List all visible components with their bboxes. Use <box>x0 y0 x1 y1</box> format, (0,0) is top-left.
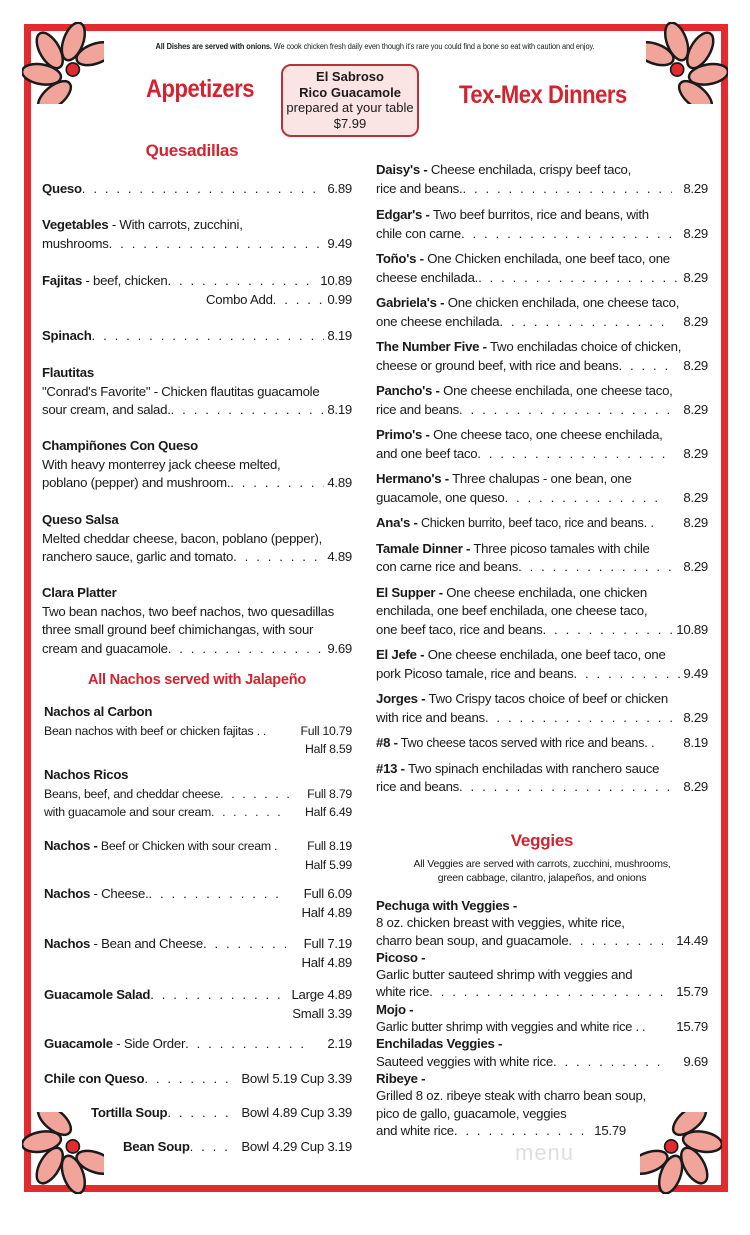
menu-text: Full 10.79 <box>300 723 352 738</box>
menu-text: 8.29 <box>683 515 708 530</box>
menu-text: 8.29 <box>683 269 708 285</box>
menu-text: Clara Platter <box>42 585 117 600</box>
menu-text: One cheese enchilada, one cheese taco, <box>439 383 673 398</box>
promo-price: $7.99 <box>333 115 367 131</box>
veggie-item <box>376 949 708 1001</box>
menu-text: Chicken burrito, beef taco, rice and beans <box>417 516 644 530</box>
menu-item-guacamole-salad <box>44 986 352 1023</box>
menu-text: 9.49 <box>683 665 708 681</box>
menu-text: 15.79 <box>676 1019 708 1035</box>
menu-text: Two spinach enchiladas with ranchero sauce <box>404 760 660 776</box>
menu-text: Beef or Chicken with sour cream . <box>97 839 278 853</box>
menu-text: 8.29 <box>683 559 708 574</box>
menu-item-champinones <box>42 437 352 493</box>
menu-item-flautitas <box>42 364 352 420</box>
menu-text: Small 3.39 <box>292 1005 352 1021</box>
dot-leader <box>273 291 325 310</box>
dot-leader <box>167 272 317 291</box>
dot-leader <box>568 932 663 949</box>
menu-text: mushrooms <box>42 235 109 251</box>
promo-line1: El Sabroso <box>316 69 384 84</box>
menu-text: Jorges - <box>376 691 426 706</box>
menu-text: Flautitas <box>42 365 94 380</box>
menu-text: 8.29 <box>683 401 708 417</box>
menu-text: Melted cheddar cheese, bacon, poblano (pepper), <box>42 530 323 546</box>
menu-text: 14.49 <box>676 932 708 948</box>
menu-text: Two beef burritos, rice and beans, with <box>429 207 649 222</box>
veggies-section <box>376 830 708 1139</box>
dot-leader <box>543 621 674 640</box>
notice-text: We cook chicken fresh daily even though it's rare you could find a bone so eat with caution and enjoy. <box>271 42 595 51</box>
dinner-item <box>376 382 708 419</box>
menu-text: Sauteed veggies with white rice <box>376 1053 553 1069</box>
menu-text: rice and beans <box>376 779 460 794</box>
dot-leader <box>485 709 672 728</box>
menu-text: "Conrad's Favorite" - Chicken flautitas guacamole <box>42 383 320 399</box>
dot-leader <box>573 665 680 684</box>
menu-text: El Jefe - <box>376 647 425 662</box>
menu-text: three small ground beef chimichangas, with sour <box>42 622 314 637</box>
dinner-item <box>376 584 708 640</box>
menu-text: guacamole, one queso <box>376 489 505 505</box>
texmex-dinners-column <box>376 161 708 804</box>
menu-text: Beans, beef, and cheddar cheese <box>44 786 221 801</box>
menu-item-nachos-carbon <box>44 703 352 759</box>
menu-text: and one beef taco <box>376 445 478 461</box>
menu-text: Bowl 4.29 Cup 3.19 <box>241 1139 352 1154</box>
menu-text: Gabriela's - <box>376 295 445 310</box>
menu-text: One chicken enchilada, one cheese taco, <box>444 295 680 310</box>
menu-text: enchilada, one beef enchilada, one cheese taco, <box>376 603 648 618</box>
dot-leader <box>220 785 290 804</box>
dinner-item <box>376 470 708 507</box>
menu-text: Nachos Ricos <box>44 767 129 782</box>
dinner-item <box>376 540 708 577</box>
dot-leader <box>454 1122 591 1139</box>
dot-leader <box>171 401 325 420</box>
menu-text: Nachos <box>44 936 91 951</box>
menu-text: 8.19 <box>327 328 352 343</box>
menu-text: Bean Soup <box>123 1139 190 1154</box>
dot-leader <box>504 489 666 508</box>
dot-leader <box>459 778 672 797</box>
menu-text: - beef, chicken <box>82 273 168 288</box>
menu-item-nachos-ricos <box>44 766 352 822</box>
dinner-item <box>376 338 708 375</box>
dinner-item: Ana's - Chicken burrito, beef taco, rice and beans . . 8.29 <box>376 514 708 533</box>
menu-text: Bowl 4.89 Cup 3.39 <box>241 1105 352 1120</box>
menu-text: Half 4.89 <box>301 904 352 920</box>
menu-text: #13 - <box>376 760 405 776</box>
menu-text: Tortilla Soup <box>91 1105 168 1120</box>
menu-text: 8.29 <box>683 225 708 241</box>
menu-item-vegetables <box>42 216 352 253</box>
menu-text: Guacamole <box>44 1036 113 1051</box>
veggie-item <box>376 1035 708 1070</box>
menu-text: 8.19 <box>683 735 708 750</box>
menu-text: Large 4.89 <box>291 987 352 1002</box>
menu-text: Nachos <box>44 886 91 901</box>
dot-leader <box>168 640 325 659</box>
dot-leader <box>477 445 670 464</box>
menu-text: Two cheese tacos served with rice and beans <box>397 736 645 750</box>
menu-item-guacamole-side <box>44 1035 352 1054</box>
menu-text: Half 4.89 <box>301 954 352 970</box>
menu-text: Ana's - <box>376 515 418 530</box>
dot-leader <box>144 1070 232 1089</box>
menu-text: pico de gallo, guacamole, veggies <box>376 1105 567 1121</box>
menu-item-nachos-beef <box>44 837 352 874</box>
menu-text: rice and beans. <box>376 180 463 196</box>
dinner-item <box>376 206 708 243</box>
menu-item-chile-con-queso <box>44 1070 352 1089</box>
menu-text: 10.89 <box>320 273 352 288</box>
dot-leader <box>190 1138 233 1157</box>
veggies-note-1: All Veggies are served with carrots, zucchini, mushrooms, <box>413 858 671 870</box>
dinner-item <box>376 646 708 683</box>
dot-leader <box>148 885 286 904</box>
menu-text: Full 8.19 <box>307 839 352 853</box>
menu-text: - Bean and Cheese <box>90 936 203 951</box>
menu-text: 8.19 <box>327 402 352 417</box>
menu-text: 8.29 <box>683 709 708 725</box>
menu-text: 10.89 <box>676 621 708 637</box>
menu-item-nachos-bean-cheese <box>44 935 352 972</box>
menu-text: chile con carne <box>376 225 461 241</box>
menu-text: sour cream, and salad. <box>42 402 171 417</box>
menu-text: - Side Order <box>112 1036 186 1051</box>
veggie-item <box>376 1001 708 1036</box>
menu-text: cream and guacamole <box>42 640 168 656</box>
dot-leader <box>499 313 672 332</box>
menu-text: Two bean nachos, two beef nachos, two quesadillas <box>42 603 334 619</box>
menu-text: Full 7.19 <box>303 936 352 951</box>
menu-text: With heavy monterrey jack cheese melted, <box>42 456 281 472</box>
menu-text: 0.99 <box>327 291 352 307</box>
menu-text: Nachos - <box>44 838 98 853</box>
dot-leader <box>478 269 680 288</box>
dot-leader <box>461 225 672 244</box>
menu-text: Spinach <box>42 328 92 343</box>
menu-item-tortilla-soup <box>91 1104 352 1123</box>
menu-text: Edgar's - <box>376 207 430 222</box>
menu-text: poblano (pepper) and mushroom. <box>42 475 231 490</box>
menu-text: 4.89 <box>327 549 352 564</box>
menu-text: Mojo - <box>376 1001 414 1017</box>
menu-text: El Supper - <box>376 584 443 600</box>
veggie-item <box>376 897 708 949</box>
dot-leader <box>211 803 288 822</box>
menu-text: One cheese enchilada, one beef taco, one <box>424 647 666 662</box>
menu-text: 8.29 <box>683 489 708 505</box>
veggies-note-2: green cabbage, cilantro, jalapeños, and onions <box>437 872 647 884</box>
notice-bold: All Dishes are served with onions. <box>155 42 272 51</box>
dinner-item <box>376 161 708 198</box>
menu-text: 15.79 <box>594 1122 626 1138</box>
menu-text: with rice and beans <box>376 709 485 725</box>
menu-text: Hermano's - <box>376 471 449 486</box>
menu-text: Enchiladas Veggies - <box>376 1036 503 1052</box>
menu-text: cheese enchilada. <box>376 269 479 285</box>
dot-leader <box>167 1104 232 1123</box>
dot-leader <box>109 235 325 254</box>
menu-text: Half 8.59 <box>305 742 352 756</box>
menu-text: Champiñones Con Queso <box>42 438 198 453</box>
menu-text: Cheese enchilada, crispy beef taco, <box>427 162 632 177</box>
menu-text: Pechuga with Veggies - <box>376 898 518 913</box>
menu-text: 2.19 <box>327 1036 352 1051</box>
menu-text: 9.69 <box>327 640 352 656</box>
menu-text: 9.69 <box>683 1053 708 1069</box>
dinner-item <box>376 294 708 331</box>
dot-leader <box>518 558 672 577</box>
menu-text: 9.49 <box>327 235 352 251</box>
dinner-item <box>376 760 708 797</box>
menu-text: Two enchiladas choice of chicken, <box>486 339 682 354</box>
dot-leader <box>203 935 287 954</box>
quesadillas-heading: Quesadillas <box>145 141 239 160</box>
flower-ornament-icon <box>646 22 728 104</box>
menu-text: One cheese taco, one cheese enchilada, <box>429 427 663 442</box>
menu-text: one beef taco, rice and beans <box>376 621 543 637</box>
menu-text: Queso Salsa <box>42 512 119 527</box>
menu-text: - Cheese. <box>90 886 149 901</box>
dot-leader <box>150 986 288 1005</box>
menu-text: 8.29 <box>683 313 708 329</box>
menu-text: Picoso - <box>376 949 426 965</box>
menu-text: One Chicken enchilada, one beef taco, one <box>423 251 670 266</box>
dot-leader <box>429 983 663 1000</box>
menu-text: Two Crispy tacos choice of beef or chicken <box>425 691 668 706</box>
promo-line3: prepared at your table <box>286 100 414 115</box>
menu-text: Half 6.49 <box>305 805 352 819</box>
menu-text: 8.29 <box>683 357 708 373</box>
menu-text: Grilled 8 oz. ribeye steak with charro bean soup, <box>376 1088 646 1104</box>
dot-leader <box>462 180 672 199</box>
veggie-item <box>376 1070 708 1139</box>
menu-text: with guacamole and sour cream <box>44 805 212 819</box>
menu-item-queso-salsa <box>42 511 352 567</box>
dinner-item <box>376 250 708 287</box>
menu-text: one cheese enchilada <box>376 313 500 329</box>
dot-leader <box>553 1053 666 1070</box>
menu-text: ranchero sauce, garlic and tomato <box>42 549 234 564</box>
dinner-item: #8 - Two cheese tacos served with rice and beans . . 8.19 <box>376 734 708 753</box>
nachos-heading: All Nachos served with Jalapeño <box>88 672 306 688</box>
menu-text: white rice <box>376 984 430 1000</box>
menu-text: The Number Five - <box>376 339 487 354</box>
menu-text: Chile con Queso <box>44 1071 145 1086</box>
menu-text: rice and beans <box>376 401 460 417</box>
dot-leader <box>92 327 325 346</box>
menu-item-clara-platter <box>42 584 352 658</box>
dot-leader <box>618 357 672 376</box>
menu-text: Queso <box>42 181 82 196</box>
menu-text: and white rice <box>376 1122 454 1138</box>
menu-text: Guacamole Salad <box>44 987 151 1002</box>
menu-text: 4.89 <box>327 475 352 490</box>
texmex-title: Tex-Mex Dinners <box>459 81 627 109</box>
menu-text: Vegetables <box>42 217 109 232</box>
watermark: menu <box>515 1140 575 1165</box>
dot-leader <box>230 474 324 493</box>
menu-text: Full 8.79 <box>307 786 352 801</box>
menu-text: Daisy's - <box>376 162 428 177</box>
menu-text: con carne rice and beans <box>376 559 519 574</box>
menu-text: Nachos al Carbon <box>44 704 153 719</box>
menu-text: Garlic butter sauteed shrimp with veggies and <box>376 967 633 983</box>
menu-text: Ribeye - <box>376 1070 426 1086</box>
menu-text: Primo's - <box>376 427 430 442</box>
menu-text: pork Picoso tamale, rice and beans <box>376 665 574 681</box>
menu-text: Toño's - <box>376 251 424 266</box>
menu-item-queso <box>42 180 352 199</box>
menu-text: Half 5.99 <box>305 857 352 872</box>
menu-text: One cheese enchilada, one chicken <box>442 584 647 600</box>
menu-text: Full 6.09 <box>303 886 352 901</box>
menu-text: 8.29 <box>683 445 708 461</box>
veggies-heading: Veggies <box>510 831 574 850</box>
menu-text: 8.29 <box>683 779 708 794</box>
appetizers-title: Appetizers <box>146 75 255 103</box>
menu-text: Combo Add <box>206 291 273 307</box>
menu-item-bean-soup <box>123 1138 352 1157</box>
promo-line2: Rico Guacamole <box>299 84 401 100</box>
menu-text: - With carrots, zucchini, <box>108 217 243 232</box>
dinner-item <box>376 690 708 727</box>
dinner-item <box>376 426 708 463</box>
menu-text: Bowl 5.19 Cup 3.39 <box>241 1071 352 1086</box>
menu-text: #8 - <box>376 735 398 750</box>
menu-item-fajitas <box>42 272 352 309</box>
dot-leader <box>185 1035 310 1054</box>
menu-text: 8.29 <box>683 180 708 196</box>
dot-leader <box>459 401 672 420</box>
menu-text: Fajitas <box>42 273 83 288</box>
menu-text: 8 oz. chicken breast with veggies, white rice, <box>376 915 625 931</box>
menu-text: Pancho's - <box>376 383 440 398</box>
menu-item-nachos-cheese <box>44 885 352 922</box>
menu-text: cheese or ground beef, with rice and beans <box>376 357 619 373</box>
menu-text: Bean nachos with beef or chicken fajitas . . <box>44 723 267 738</box>
menu-text: Three chalupas - one bean, one <box>448 471 632 486</box>
menu-text: Three picoso tamales with chile <box>470 540 650 556</box>
dot-leader <box>82 180 325 199</box>
appetizers-column <box>42 0 352 1235</box>
menu-text: 6.89 <box>327 181 352 196</box>
dot-leader <box>233 548 324 567</box>
menu-text: charro bean soup, and guacamole <box>376 932 569 948</box>
menu-item-spinach <box>42 327 352 346</box>
menu-text: Garlic butter shrimp with veggies and white rice . . <box>376 1019 646 1035</box>
menu-text: Tamale Dinner - <box>376 540 471 556</box>
menu-text: 15.79 <box>676 984 708 1000</box>
